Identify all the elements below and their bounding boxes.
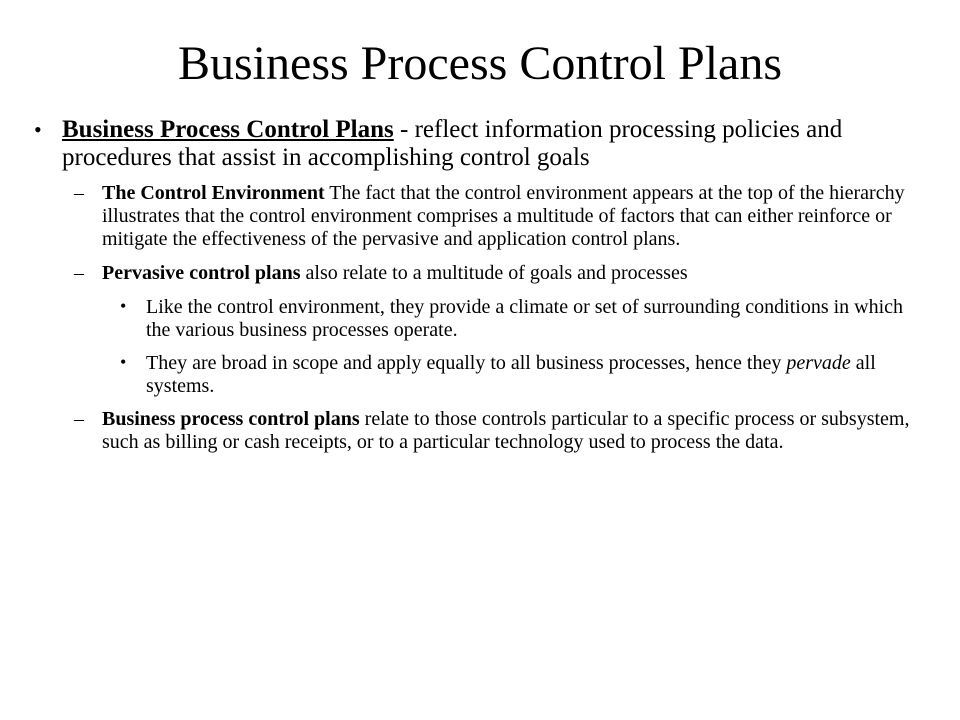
bullet-business-process-control-plans: [34, 116, 914, 172]
slide-body: [34, 116, 914, 465]
subitem-control-environment: [34, 182, 914, 251]
subitem-text: also relate to a multitude of goals and processes: [300, 262, 688, 284]
emphasized-word: pervade: [786, 352, 851, 374]
bullet-marker: •: [120, 352, 127, 372]
subsubitem-text-end: all systems.: [146, 352, 876, 397]
slide-title: Business Process Control Plans: [177, 37, 783, 90]
subitem-text: The fact that the control environment appears at the top of the hierarchy illustrates that the control environment comprises a multitude of factors that can either reinforce or mitigate the effectiveness of the pervasive and application control plans.: [102, 182, 905, 250]
bullet-text: - reflect information processing policies and procedures that assist in accomplishing control goals: [62, 116, 843, 171]
subitem-text: relate to those controls particular to a specific process or subsystem, such as billing or cash receipts, or to a particular technology used to process the data.: [102, 408, 910, 453]
subsubitem-text: Like the control environment, they provide a climate or set of surrounding conditions in which the various business processes operate.: [146, 296, 904, 341]
subitem-pervasive-control-plans: [34, 262, 914, 285]
subitem-business-process-control-plans: [34, 408, 914, 454]
dash-marker: –: [74, 408, 84, 430]
bullet-marker: •: [120, 296, 127, 316]
dash-marker: –: [74, 262, 84, 284]
bullet-term: Business Process Control Plans: [62, 116, 394, 143]
dash-marker: –: [74, 182, 84, 204]
subitem-term: Pervasive control plans: [102, 262, 301, 284]
bullet-marker: •: [34, 117, 42, 142]
subitem-term: Business process control plans: [102, 408, 360, 430]
subsubitem-climate: [34, 296, 914, 342]
subsubitem-broad-scope: [34, 352, 914, 398]
subsubitem-text: They are broad in scope and apply equally to all business processes, hence they: [146, 352, 787, 374]
subitem-term: The Control Environment: [102, 182, 325, 204]
